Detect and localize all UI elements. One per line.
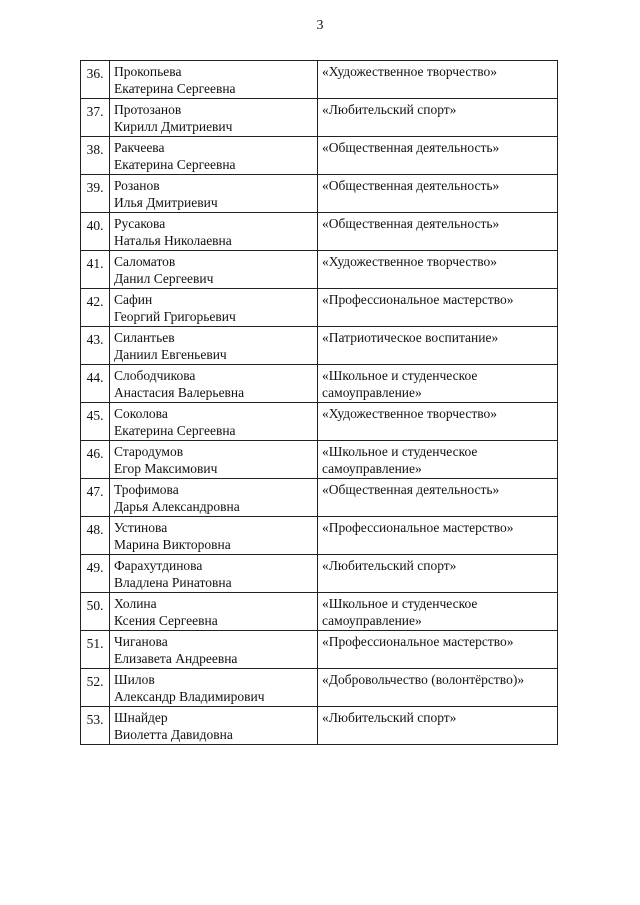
recipient-given-names: Елизавета Андреевна — [114, 651, 238, 666]
nomination-cell: «Любительский спорт» — [318, 707, 558, 745]
row-number: 50. — [81, 593, 110, 631]
recipient-given-names: Дарья Александровна — [114, 499, 240, 514]
recipient-surname: Фарахутдинова — [114, 558, 203, 573]
nomination-cell: «Школьное и студенческое самоуправление» — [318, 365, 558, 403]
nomination-cell: «Любительский спорт» — [318, 99, 558, 137]
row-number: 40. — [81, 213, 110, 251]
recipient-surname: Силантьев — [114, 330, 175, 345]
recipient-surname: Трофимова — [114, 482, 179, 497]
nomination-cell: «Школьное и студенческое самоуправление» — [318, 441, 558, 479]
nomination-cell: «Художественное творчество» — [318, 403, 558, 441]
recipient-given-names: Егор Максимович — [114, 461, 218, 476]
recipient-given-names: Екатерина Сергеевна — [114, 157, 236, 172]
nomination-cell: «Профессиональное мастерство» — [318, 289, 558, 327]
recipient-surname: Розанов — [114, 178, 160, 193]
row-number: 52. — [81, 669, 110, 707]
row-number: 36. — [81, 61, 110, 99]
row-number: 44. — [81, 365, 110, 403]
nomination-cell: «Любительский спорт» — [318, 555, 558, 593]
recipient-surname: Холина — [114, 596, 157, 611]
nomination-cell: «Художественное творчество» — [318, 61, 558, 99]
recipient-name-cell — [110, 669, 318, 707]
nomination-cell: «Профессиональное мастерство» — [318, 517, 558, 555]
recipient-surname: Устинова — [114, 520, 168, 535]
row-number: 51. — [81, 631, 110, 669]
recipient-given-names: Данил Сергеевич — [114, 271, 214, 286]
recipient-given-names: Александр Владимирович — [114, 689, 265, 704]
recipient-given-names: Кирилл Дмитриевич — [114, 119, 233, 134]
recipient-surname: Соколова — [114, 406, 168, 421]
recipient-name-cell — [110, 403, 318, 441]
recipient-surname: Саломатов — [114, 254, 176, 269]
recipient-given-names: Екатерина Сергеевна — [114, 81, 236, 96]
row-number: 37. — [81, 99, 110, 137]
recipient-given-names: Георгий Григорьевич — [114, 309, 236, 324]
recipient-name-cell — [110, 517, 318, 555]
recipient-name-cell — [110, 593, 318, 631]
recipient-given-names: Ксения Сергеевна — [114, 613, 218, 628]
recipient-surname: Ракчеева — [114, 140, 165, 155]
recipient-name-cell — [110, 631, 318, 669]
row-number: 39. — [81, 175, 110, 213]
table-row — [81, 517, 558, 555]
table-row — [81, 137, 558, 175]
table-row — [81, 707, 558, 745]
row-number: 48. — [81, 517, 110, 555]
nomination-cell: «Патриотическое воспитание» — [318, 327, 558, 365]
row-number: 46. — [81, 441, 110, 479]
nomination-cell: «Профессиональное мастерство» — [318, 631, 558, 669]
recipient-name-cell — [110, 479, 318, 517]
page-number: 3 — [316, 18, 324, 33]
recipient-given-names: Илья Дмитриевич — [114, 195, 218, 210]
recipient-name-cell — [110, 289, 318, 327]
row-number: 45. — [81, 403, 110, 441]
recipient-name-cell — [110, 707, 318, 745]
row-number: 47. — [81, 479, 110, 517]
table-row — [81, 61, 558, 99]
table-row — [81, 327, 558, 365]
nomination-cell: «Общественная деятельность» — [318, 175, 558, 213]
recipient-given-names: Владлена Ринатовна — [114, 575, 232, 590]
row-number: 38. — [81, 137, 110, 175]
table-row — [81, 289, 558, 327]
recipient-surname: Стародумов — [114, 444, 184, 459]
nomination-cell: «Художественное творчество» — [318, 251, 558, 289]
recipient-given-names: Виолетта Давидовна — [114, 727, 233, 742]
row-number: 41. — [81, 251, 110, 289]
recipient-surname: Шилов — [114, 672, 155, 687]
recipient-surname: Слободчикова — [114, 368, 196, 383]
recipient-name-cell — [110, 61, 318, 99]
row-number: 42. — [81, 289, 110, 327]
table-row — [81, 441, 558, 479]
recipient-name-cell — [110, 137, 318, 175]
row-number: 53. — [81, 707, 110, 745]
recipient-name-cell — [110, 327, 318, 365]
recipient-surname: Прокопьева — [114, 64, 182, 79]
table-row — [81, 175, 558, 213]
recipient-given-names: Наталья Николаевна — [114, 233, 232, 248]
table-body — [81, 61, 558, 745]
recipient-surname: Чиганова — [114, 634, 168, 649]
nomination-cell: «Общественная деятельность» — [318, 479, 558, 517]
table-row — [81, 99, 558, 137]
nomination-cell: «Общественная деятельность» — [318, 137, 558, 175]
recipient-name-cell — [110, 251, 318, 289]
recipient-given-names: Даниил Евгеньевич — [114, 347, 227, 362]
table-row — [81, 251, 558, 289]
table-row — [81, 593, 558, 631]
table-row — [81, 631, 558, 669]
recipient-surname: Русакова — [114, 216, 166, 231]
recipient-name-cell — [110, 175, 318, 213]
nomination-cell: «Школьное и студенческое самоуправление» — [318, 593, 558, 631]
recipient-given-names: Марина Викторовна — [114, 537, 231, 552]
table-row — [81, 555, 558, 593]
table-row — [81, 213, 558, 251]
recipient-name-cell — [110, 99, 318, 137]
nomination-cell: «Добровольчество (волонтёрство)» — [318, 669, 558, 707]
recipient-name-cell — [110, 441, 318, 479]
table-row — [81, 365, 558, 403]
recipient-given-names: Анастасия Валерьевна — [114, 385, 245, 400]
recipient-name-cell — [110, 555, 318, 593]
row-number: 49. — [81, 555, 110, 593]
recipient-given-names: Екатерина Сергеевна — [114, 423, 236, 438]
nomination-cell: «Общественная деятельность» — [318, 213, 558, 251]
table-row — [81, 479, 558, 517]
recipient-surname: Сафин — [114, 292, 153, 307]
table-row — [81, 669, 558, 707]
recipient-surname: Протозанов — [114, 102, 182, 117]
award-recipients-table — [80, 60, 558, 745]
recipient-surname: Шнайдер — [114, 710, 168, 725]
row-number: 43. — [81, 327, 110, 365]
recipient-name-cell — [110, 365, 318, 403]
recipient-name-cell — [110, 213, 318, 251]
table-row — [81, 403, 558, 441]
